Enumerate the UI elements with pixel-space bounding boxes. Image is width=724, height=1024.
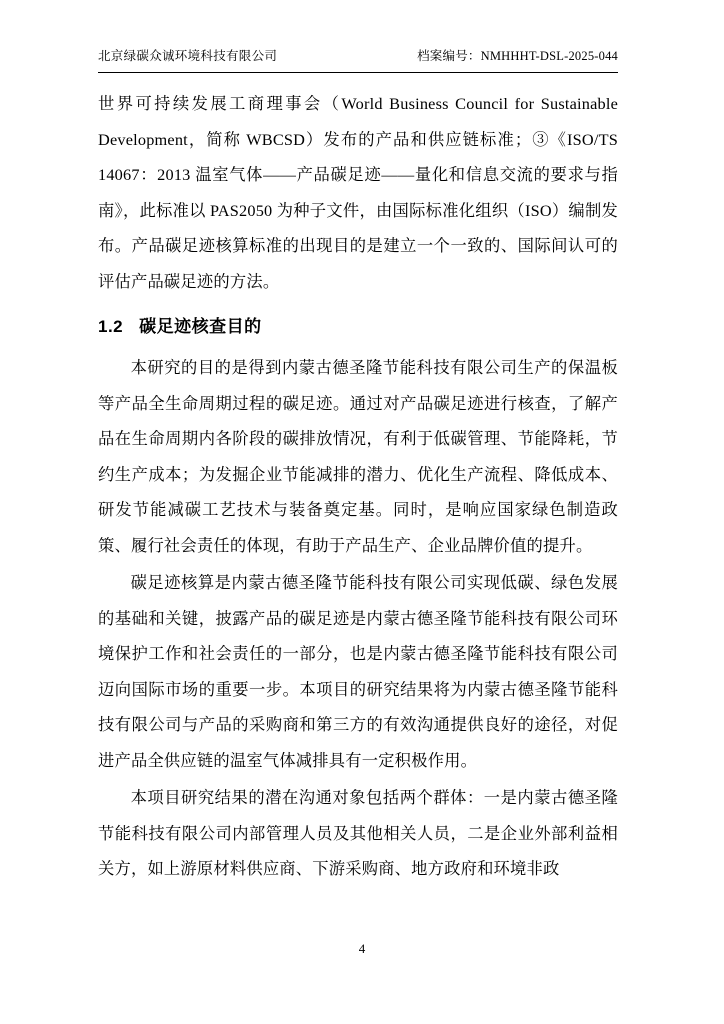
archive-label: 档案编号：	[417, 49, 481, 63]
page-content	[98, 86, 618, 887]
header-divider	[98, 72, 618, 73]
paragraph-purpose-1: 本研究的目的是得到内蒙古德圣隆节能科技有限公司生产的保温板等产品全生命周期过程的碳足迹。通过对产品碳足迹进行核查，了解产品在生命周期内各阶段的碳排放情况，有利于低碳管理、节能降耗，节约生产成本；为发掘企业节能减排的潜力、优化生产流程、降低成本、研发节能减碳工艺技术与装备奠定基。同时，是响应国家绿色制造政策、履行社会责任的体现，有助于产品生产、企业品牌价值的提升。	[98, 358, 618, 555]
paragraph-purpose-3: 本项目研究结果的潜在沟通对象包括两个群体：一是内蒙古德圣隆节能科技有限公司内部管理人员及其他相关人员，二是企业外部利益相关方，如上游原材料供应商、下游采购商、地方政府和环境非政	[98, 788, 618, 878]
paragraph-purpose-2: 碳足迹核算是内蒙古德圣隆节能科技有限公司实现低碳、绿色发展的基础和关键，披露产品的碳足迹是内蒙古德圣隆节能科技有限公司环境保护工作和社会责任的一部分，也是内蒙古德圣隆节能科技有限公司迈向国际市场的重要一步。本项目的研究结果将为内蒙古德圣隆节能科技有限公司与产品的采购商和第三方的有效沟通提供良好的途径，对促进产品全供应链的温室气体减排具有一定积极作用。	[98, 573, 618, 770]
header-archive-number	[417, 46, 618, 64]
section-title: 碳足迹核查目的	[139, 317, 262, 336]
section-number: 1.2	[98, 317, 124, 336]
page-header	[98, 46, 618, 69]
section-heading	[98, 309, 618, 344]
spacer	[98, 299, 618, 309]
paragraph-continued: 世界可持续发展工商理事会（World Business Council for Sustainable Development，简称 WBCSD）发布的产品和供应链标准；③《ISO/TS 14067：2013 温室气体——产品碳足迹——量化和信息交流的要求与指南》，此标准以 PAS2050 为种子文件，由国际标准化组织（ISO）编制发布。产品碳足迹核算标准的出现目的是建立一个一致的、国际间认可的评估产品碳足迹的方法。	[98, 94, 618, 291]
page-number: 4	[358, 941, 366, 956]
header-company-name: 北京绿碳众诚环境科技有限公司	[98, 49, 278, 63]
archive-value: NMHHHT-DSL-2025-044	[480, 49, 618, 63]
